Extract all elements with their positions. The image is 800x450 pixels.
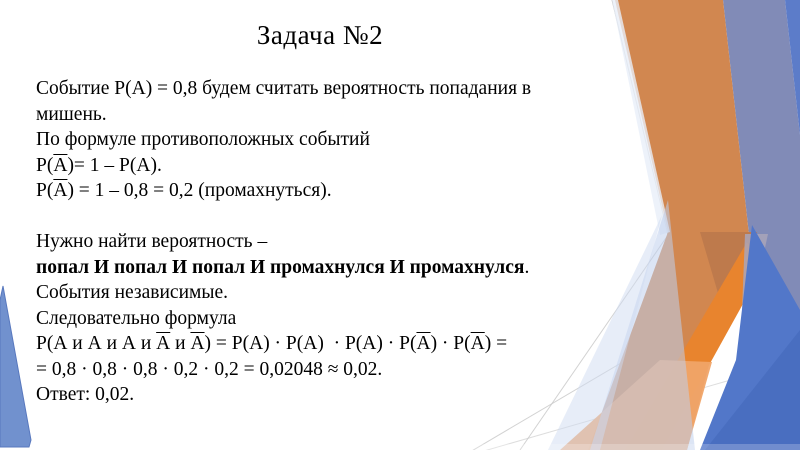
text-segment: Р( [36, 180, 54, 201]
body-text [36, 76, 656, 408]
text-line [36, 331, 656, 357]
text-segment: События независимые. [36, 282, 228, 303]
overlined-symbol: А [53, 154, 68, 176]
text-segment: мишень. [36, 103, 107, 125]
text-line [36, 153, 656, 179]
text-line [36, 382, 656, 408]
decor-bottom-seam [0, 444, 800, 450]
text-segment: )= 1 – Р(А). [67, 154, 162, 176]
text-line [36, 255, 656, 281]
text-line [36, 280, 656, 306]
decor-left-blue-quad [0, 286, 31, 447]
overlined-symbol: А [470, 333, 485, 354]
text-segment: Следовательно формула [36, 307, 237, 329]
text-segment: . [524, 256, 530, 278]
text-segment: Нужно найти вероятность – [36, 231, 268, 252]
text-line [36, 306, 656, 332]
text-segment: Р(А и А и А и [36, 333, 157, 354]
text-segment: ) = [484, 333, 508, 354]
text-segment: и [170, 333, 191, 354]
text-segment: Р( [36, 154, 54, 176]
text-line [36, 178, 656, 204]
text-segment: ) = Р(А) · Р(А) · Р(А) · Р( [204, 333, 417, 354]
text-segment: = 0,8 · 0,8 · 0,8 · 0,2 · 0,2 = 0,02048 ≈ 0,02. [36, 358, 383, 380]
text-segment: ) = 1 – 0,8 = 0,2 (промахнуться). [67, 180, 332, 201]
overlined-symbol: А [190, 333, 205, 354]
text-line [36, 76, 656, 102]
text-line [36, 229, 656, 255]
text-segment: По формуле противоположных событий [36, 129, 370, 150]
overlined-symbol: А [416, 333, 431, 354]
text-line [36, 204, 656, 230]
text-segment: попал И попал И попал И промахнулся И промахнулся [36, 256, 525, 278]
text-line [36, 357, 656, 383]
overlined-symbol: А [53, 180, 68, 201]
text-segment: Ответ: 0,02. [36, 384, 135, 405]
text-segment: Событие Р(А) = 0,8 будем считать вероятность попадания в [36, 78, 532, 99]
text-segment: ) · Р( [430, 333, 471, 354]
text-line [36, 102, 656, 128]
text-line [36, 127, 656, 153]
slide-title: Задача №2 [256, 20, 384, 50]
overlined-symbol: А [156, 333, 171, 354]
